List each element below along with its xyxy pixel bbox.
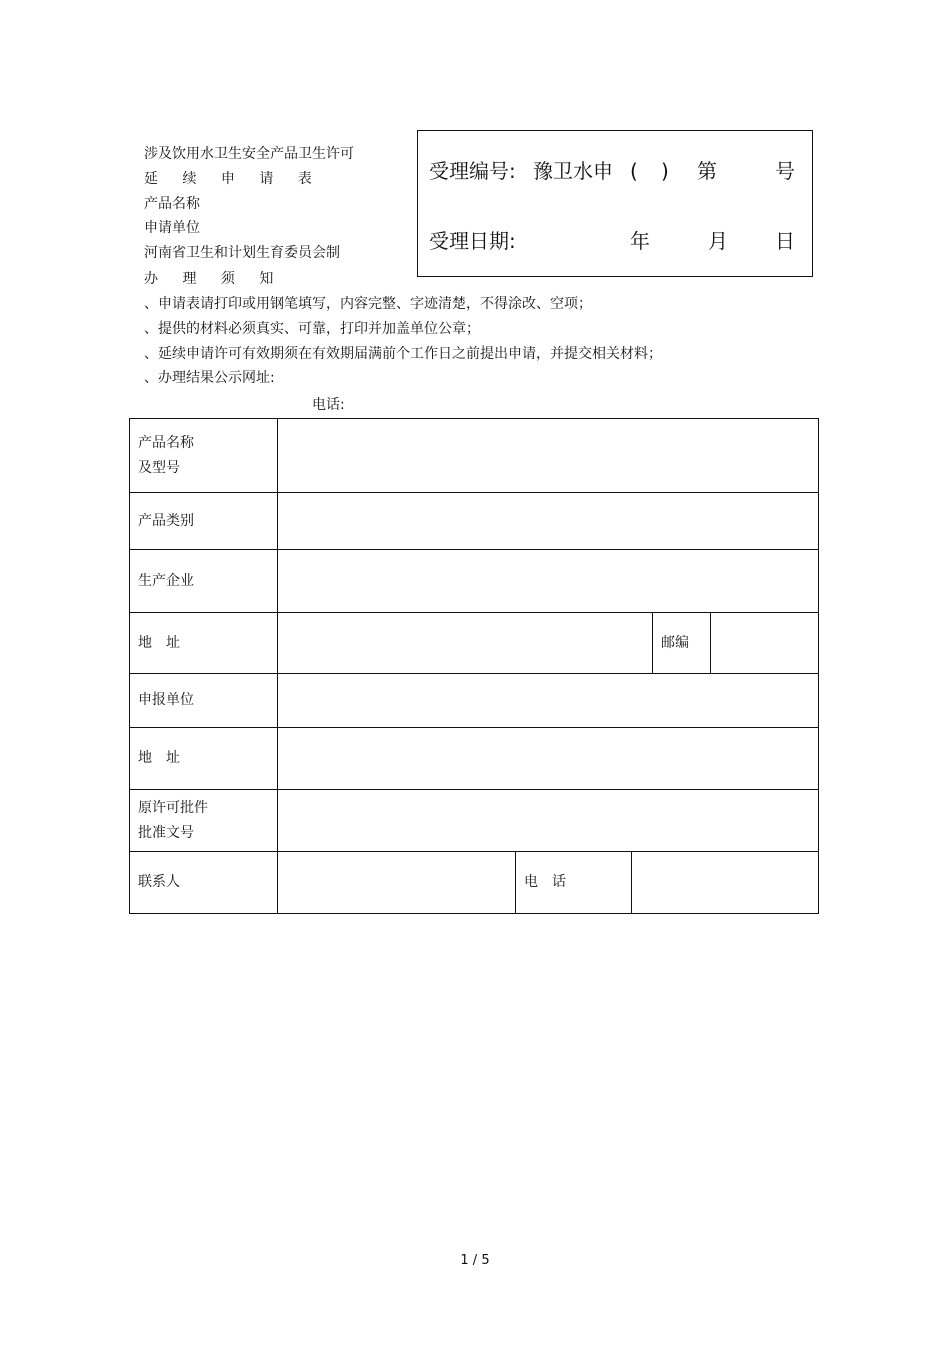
receipt-date-label: 受理日期:	[429, 229, 516, 253]
address2-label: 地址	[130, 728, 278, 790]
contact-field[interactable]	[278, 852, 516, 914]
issuer-text: 河南省卫生和计划生育委员会制	[144, 245, 340, 261]
applicant-unit-field[interactable]	[278, 674, 819, 728]
address-field[interactable]	[278, 613, 653, 674]
original-permit-label-line2: 批准文号	[138, 824, 194, 841]
phone-field[interactable]	[632, 852, 819, 914]
manufacturer-label: 生产企业	[130, 550, 278, 613]
instruction-2: 、提供的材料必须真实、可靠，打印并加盖单位公章；	[144, 321, 480, 337]
postcode-label: 邮编	[653, 613, 711, 674]
row-address-2	[130, 728, 819, 790]
product-name-label: 产品名称	[144, 196, 200, 212]
original-permit-field[interactable]	[278, 790, 819, 852]
page-number: 1 / 5	[460, 1253, 490, 1268]
phone-label: 电话:	[312, 397, 345, 413]
receipt-month: 月	[708, 229, 728, 253]
product-name-model-label-line1: 产品名称	[138, 434, 194, 451]
original-permit-label	[130, 790, 278, 852]
row-product-name-model	[130, 419, 819, 493]
row-address	[130, 613, 819, 674]
row-product-category	[130, 493, 819, 550]
row-applicant-unit	[130, 674, 819, 728]
instruction-4: 、办理结果公示网址:	[144, 370, 275, 386]
row-manufacturer	[130, 550, 819, 613]
address2-field[interactable]	[278, 728, 819, 790]
applicant-unit-label: 申报单位	[130, 674, 278, 728]
product-name-model-field[interactable]	[278, 419, 819, 493]
receipt-box	[417, 130, 813, 277]
receipt-hao: 号	[775, 159, 795, 183]
receipt-paren-close: )	[661, 159, 669, 183]
contact-label: 联系人	[130, 852, 278, 914]
row-contact	[130, 852, 819, 914]
application-form-table	[129, 418, 819, 914]
receipt-number-label: 受理编号:	[429, 159, 516, 183]
row-original-permit	[130, 790, 819, 852]
product-category-label: 产品类别	[130, 493, 278, 550]
address-label: 地址	[130, 613, 278, 674]
product-name-model-label-line2: 及型号	[138, 459, 180, 476]
product-name-model-label	[130, 419, 278, 493]
form-title-line2: 延 续 申 请 表	[144, 171, 322, 187]
form-title-line1: 涉及饮用水卫生安全产品卫生许可	[144, 146, 354, 162]
phone-field-label: 电话	[516, 852, 632, 914]
receipt-number-prefix: 豫卫水申	[533, 159, 613, 183]
applicant-label: 申请单位	[144, 220, 200, 236]
instruction-3: 、延续申请许可有效期须在有效期届满前个工作日之前提出申请，并提交相关材料；	[144, 346, 662, 362]
original-permit-label-line1: 原许可批件	[138, 799, 208, 816]
receipt-year: 年	[630, 229, 650, 253]
manufacturer-field[interactable]	[278, 550, 819, 613]
guide-title: 办 理 须 知	[144, 271, 284, 287]
product-category-field[interactable]	[278, 493, 819, 550]
receipt-day: 日	[775, 229, 795, 253]
receipt-paren-open: (	[630, 159, 638, 183]
postcode-field[interactable]	[711, 613, 819, 674]
instruction-1: 、申请表请打印或用钢笔填写，内容完整、字迹清楚，不得涂改、空项；	[144, 296, 592, 312]
receipt-di: 第	[697, 159, 717, 183]
